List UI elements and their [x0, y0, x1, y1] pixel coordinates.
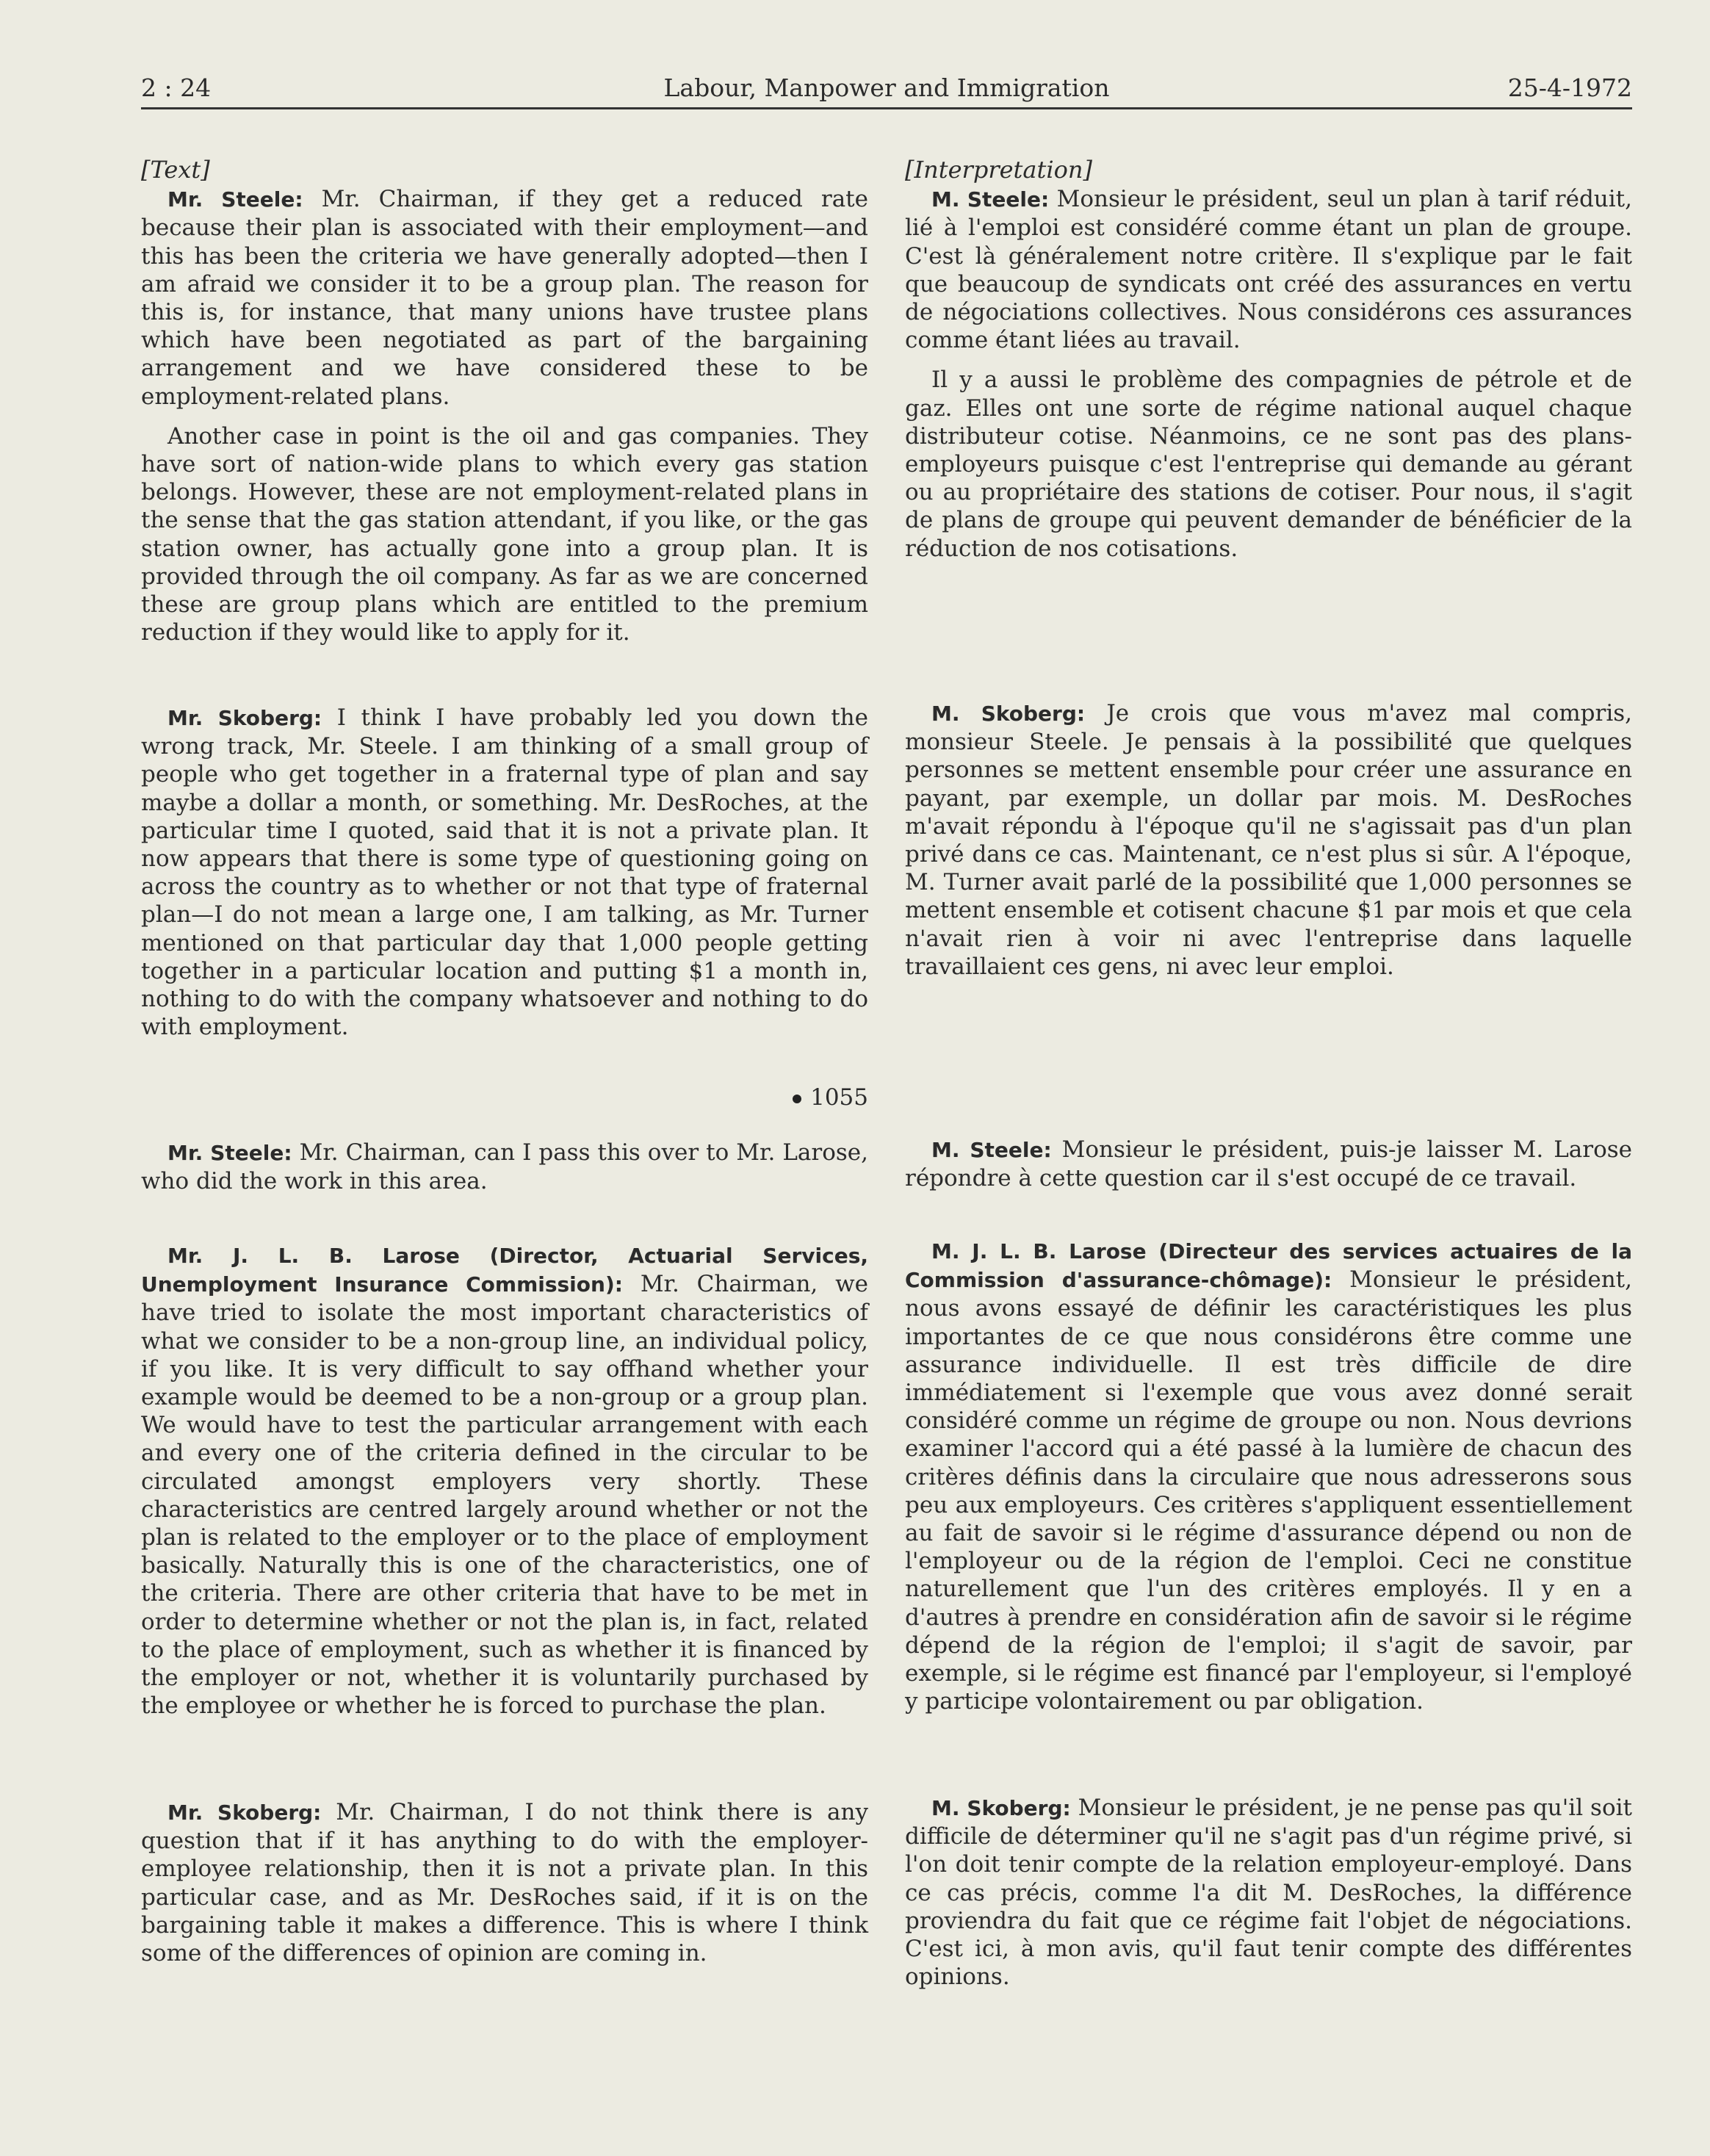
english-block-skoberg-2 — [141, 1798, 868, 1967]
speaker-name: Mr. Skoberg: — [167, 706, 322, 730]
french-block-steele-1 — [905, 156, 1632, 563]
speech-text: I think I have probably led you down the wrong track, Mr. Steele. I am thinking of a small group of people who get together in a fraternal type of plan and say maybe a dollar a month, or something. Mr. DesRoches, at the particular time I quoted, said that it is not a private plan. It now appears that there is some type of questioning going on across the country as to whether or not that type of fraternal plan—I do not mean a large one, I am talking, as Mr. Turner mentioned on that particular day that 1,000 people getting together in a particular location and putting $1 a month in, nothing to do with the company whatsoever and nothing to do with employment. — [141, 704, 868, 1041]
speaker-name: Mr. J. L. B. Larose (Director, Actuarial Services, Unemployment Insurance Commission): — [141, 1244, 868, 1297]
speech-text: Monsieur le président, je ne pense pas qu'il soit difficile de déterminer qu'il ne s'agit pas d'un régime privé, si l'on doit tenir compte de la relation employeur-employé. Dans ce cas précis, comme l'a dit M. DesRoches, la différence proviendra du fait que ce régime fait l'objet de négociations. C'est ici, à mon avis, qu'il faut tenir compte des différentes opinions. — [905, 1795, 1632, 1991]
speaker-name: M. Steele: — [931, 1138, 1052, 1162]
speaker-name: M. Skoberg: — [931, 1796, 1071, 1820]
english-paragraph — [141, 704, 868, 1041]
bullet-icon — [793, 1095, 801, 1103]
french-block-larose — [905, 1237, 1632, 1715]
speech-text: Mr. Chairman, I do not think there is any question that if it has anything to do with the employer-employee relationship, then it is not a private plan. In this particular case, and as Mr. DesRoches said, if it is on the bargaining table it makes a difference. This is where I think some of the differences of opinion are coming in. — [141, 1799, 869, 1967]
speech-text: Mr. Chairman, can I pass this over to Mr. Larose, who did the work in this area. — [141, 1139, 868, 1195]
header-date: 25-4-1972 — [1507, 73, 1632, 102]
speaker-name: M. Skoberg: — [931, 702, 1086, 726]
french-paragraph — [905, 1237, 1632, 1715]
speech-text: Mr. Chairman, if they get a reduced rate because their plan is associated with their employment—and this has been the criteria we have generally adopted—then I am afraid we consider it to be a group plan. The reason for this is, for instance, that many unions have trustee plans which have been negotiated as part of the bargaining arrangement and we have considered these to be employment-related plans. — [141, 186, 868, 410]
interpretation-label: [Interpretation] — [905, 156, 1092, 184]
french-block-skoberg-2 — [905, 1794, 1632, 1991]
speaker-name: Mr. Steele: — [167, 187, 303, 212]
running-header — [141, 71, 1632, 109]
speaker-name: M. J. L. B. Larose (Directeur des services actuaires de la Commission d'assurance-chômage): — [905, 1239, 1632, 1293]
english-block-larose — [141, 1241, 868, 1720]
english-paragraph — [141, 422, 868, 647]
page-number: 2 : 24 — [141, 73, 212, 102]
speaker-name: Mr. Skoberg: — [167, 1800, 322, 1825]
english-paragraph — [141, 1241, 868, 1720]
french-block-skoberg-1 — [905, 699, 1632, 981]
english-paragraph — [141, 1798, 868, 1967]
speech-text: Another case in point is the oil and gas companies. They have sort of nation-wide plans to which every gas station belongs. However, these are not employment-related plans in the sense that the gas station attendant, if you like, or the gas station owner, has actually gone into a group plan. It is provided through the oil company. As far as we are concerned these are group plans which are entitled to the premium reduction if they would like to apply for it. — [141, 422, 868, 646]
speech-text: Monsieur le président, nous avons essayé de définir les caractéristiques les plus importantes de ce que nous considérons être comme une assurance individuelle. Il est très difficile de dire immédiatement si l'exemple que vous avez donné serait considéré comme un régime de groupe ou non. Nous devrions examiner l'accord qui a été passé à la lumière de chacun des critères définis dans la circulaire que nous adresserons sous peu aux employeurs. Ces critères s'appliquent essentiellement au fait de savoir si le régime d'assurance dépend ou non de l'employeur ou de la région de l'emploi. Ceci ne constitue naturellement que l'un des critères employés. Il y en a d'autres à prendre en considération afin de savoir si le régime dépend de la région de l'emploi; il s'agit de savoir, par exemple, si le régime est financé par l'employeur, si l'employé y participe volontairement ou par obligation. — [905, 1266, 1632, 1715]
english-paragraph — [141, 1139, 868, 1195]
french-block-steele-2 — [905, 1136, 1632, 1192]
english-paragraph — [141, 185, 868, 411]
french-paragraph — [905, 1136, 1632, 1192]
speech-text: Monsieur le président, puis-je laisser M. Larose répondre à cette question car il s'est occupé de ce travail. — [905, 1136, 1633, 1192]
speech-text: Mr. Chairman, we have tried to isolate the most important characteristics of what we consider to be a non-group line, an individual policy, if you like. It is very difficult to say offhand whether your example would be deemed to be a non-group or a group plan. We would have to test the particular arrangement with each and every one of the criteria defined in the circular to be circulated amongst employers very shortly. These characteristics are centred largely around whether or not the plan is related to the employer or to the place of employment basically. Naturally this is one of the characteristics, one of the criteria. There are other criteria that have to be met in order to determine whether or not the plan is, in fact, related to the place of employment, such as whether it is financed by the employer or not, whether it is voluntarily purchased by the employee or whether he is forced to purchase the plan. — [141, 1271, 869, 1720]
publication-title: Labour, Manpower and Immigration — [663, 73, 1110, 102]
french-paragraph — [905, 1794, 1632, 1991]
text-label: [Text] — [141, 156, 210, 184]
english-block-steele-2 — [141, 1139, 868, 1195]
time-marker-text: 1055 — [810, 1084, 868, 1111]
speech-text: Je crois que vous m'avez mal compris, monsieur Steele. Je pensais à la possibilité que quelques personnes se mettent ensemble pour créer une assurance en payant, par exemple, un dollar par mois. M. DesRoches m'avait répondu à l'époque qu'il ne s'agissait pas d'un plan privé dans ce cas. Maintenant, ce n'est plus si sûr. A l'époque, M. Turner avait parlé de la possibilité que 1,000 personnes se mettent ensemble et cotisent chacune $1 par mois et que cela n'avait rien à voir ni avec l'entreprise dans laquelle travaillaient ces gens, ni avec leur emploi. — [905, 700, 1632, 980]
french-paragraph — [905, 366, 1632, 562]
english-block-steele-1 — [141, 156, 868, 646]
speaker-name: M. Steele: — [931, 187, 1050, 212]
french-paragraph — [905, 185, 1632, 354]
speaker-name: Mr. Steele: — [167, 1141, 292, 1165]
french-paragraph — [905, 699, 1632, 981]
english-block-skoberg-1 — [141, 704, 868, 1041]
time-marker — [141, 1084, 868, 1111]
speech-text: Monsieur le président, seul un plan à tarif réduit, lié à l'emploi est considéré comme étant un plan de groupe. C'est là généralement notre critère. Il s'explique par le fait que beaucoup de syndicats ont créé des assurances en vertu de négociations collectives. Nous considérons ces assurances comme étant liées au travail. — [905, 186, 1632, 354]
speech-text: Il y a aussi le problème des compagnies de pétrole et de gaz. Elles ont une sorte de régime national auquel chaque distributeur cotise. Néanmoins, ce ne sont pas des plans-employeurs puisque c'est l'entreprise qui demande au gérant ou au propriétaire des stations de cotiser. Pour nous, il s'agit de plans de groupe qui peuvent demander de bénéficier de la réduction de nos cotisations. — [905, 367, 1632, 562]
